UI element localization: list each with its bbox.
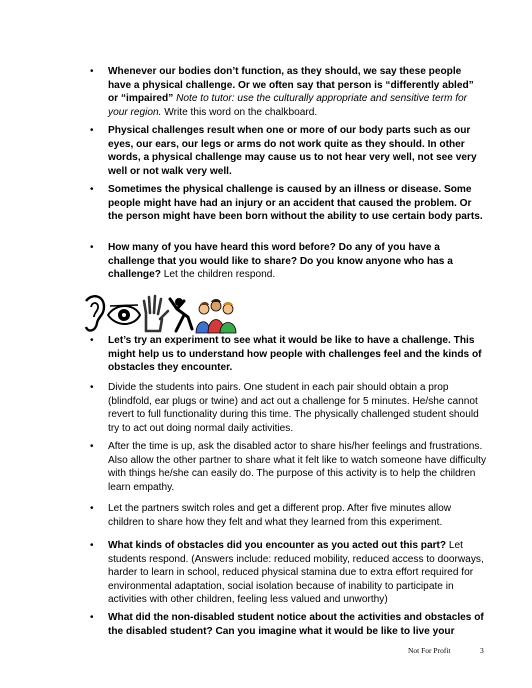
page-number: 3 <box>480 646 484 655</box>
bullet-item <box>90 65 486 119</box>
bullet-item <box>90 183 486 224</box>
bullet-marker: • <box>90 612 94 623</box>
bold-text: Sometimes the physical challenge is caused by an illness or disease. Some people might have had an injury or an accident that caused the problem. Or the person might have been born without the ability to use certain body parts. <box>108 184 483 223</box>
bullet-item <box>90 381 486 435</box>
bullet-marker: • <box>90 540 94 551</box>
bullet-item <box>90 241 486 282</box>
tutor-note: Note to tutor: use the culturally appropriate and sensitive term for your region. <box>108 93 468 118</box>
bold-text: How many of you have heard this word before? Do any of you have a challenge that you would like to share? Do you know anyone who has a challenge? <box>108 242 453 281</box>
bullet-item <box>90 611 486 638</box>
stretching-person-icon <box>170 298 192 331</box>
bold-text: Whenever our bodies don’t function, as they should, we say these people have a physical challenge. Or we often say that person is “differently abled” or “impaired” <box>108 66 474 105</box>
plain-text: After the time is up, ask the disabled actor to share his/her feelings and frustrations. Also allow the other partner to share what it felt like to watch someone have difficulty with things he/she can easily do. The purpose of this activity is to help the children learn empathy. <box>108 441 487 493</box>
plain-text: Let students respond. (Answers include: reduced mobility, reduced access to doorways, harder to learn in school, reduced physical stamina due to extra effort required for environmental adaptation, social isolation because of inability to participate in activities with other children, feeling less valued and unworthy) <box>108 540 484 606</box>
ear-icon <box>86 296 104 330</box>
group-of-children-icon <box>196 299 236 333</box>
bold-text: Physical challenges result when one or more of our body parts such as our eyes, our ears, our legs or arms do not work quite as they should. In other words, a physical challenge may cause us to not hear very well, not see very well or not walk very well. <box>108 125 477 177</box>
bullet-item <box>90 440 487 494</box>
eye-icon <box>108 305 140 324</box>
illustration-strip <box>80 293 240 337</box>
plain-text: Divide the students into pairs. One student in each pair should obtain a prop (blindfold, ear plugs or twine) and act out a challenge for 5 minutes. He/she cannot revert to full functionality during this time. The physically challenged student should try to act out doing normal daily activities. <box>108 382 479 434</box>
bullet-marker: • <box>90 242 94 253</box>
footer-label: Not For Profit <box>408 646 451 655</box>
bullet-marker: • <box>90 125 94 136</box>
bullet-item <box>90 334 486 375</box>
bold-text: What did the non-disabled student notice about the activities and obstacles of the disabled student? Can you imagine what it would be like to live your <box>108 612 484 637</box>
hand-icon <box>144 296 168 331</box>
bullet-marker: • <box>90 66 94 77</box>
bold-text: What kinds of obstacles did you encounter as you acted out this part? <box>108 540 447 551</box>
plain-text: Let the children respond. <box>160 269 276 281</box>
bullet-marker: • <box>90 503 94 514</box>
bullet-item <box>90 502 486 529</box>
bullet-marker: • <box>90 335 94 346</box>
bold-text: Let’s try an experiment to see what it would be like to have a challenge. This might help us to understand how people with challenges feel and the kinds of obstacles they encounter. <box>108 335 482 374</box>
bullet-marker: • <box>90 382 94 393</box>
bullet-item <box>90 124 486 178</box>
plain-text: Write this word on the chalkboard. <box>161 106 318 118</box>
plain-text: Let the partners switch roles and get a different prop. After five minutes allow children to share how they felt and what they learned from this experiment. <box>108 503 452 528</box>
bullet-item <box>90 539 486 607</box>
bullet-marker: • <box>90 441 94 452</box>
bullet-marker: • <box>90 184 94 195</box>
